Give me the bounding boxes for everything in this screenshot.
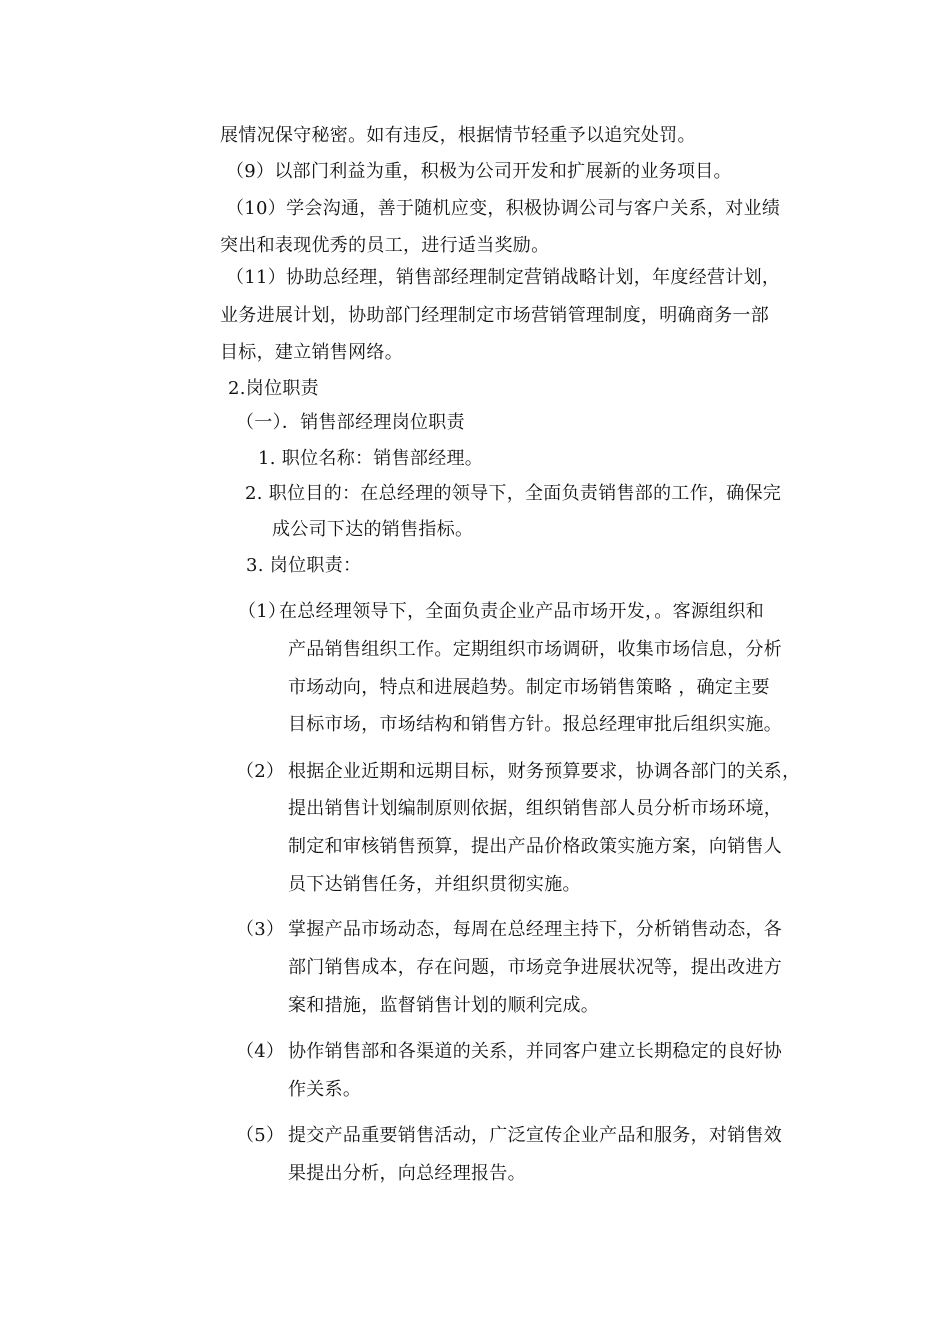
duty-1-line1: 在总经理领导下，全面负责企业产品市场开发，。客源组织和 [279,601,765,622]
duty-1-line4: 目标市场，市场结构和销售方针。报总经理审批后组织实施。 [288,714,783,735]
position-purpose-line1: 2. 职位目的：在总经理的领导下，全面负责销售部的工作，确保完 [245,483,782,504]
duty-3-line1: 掌握产品市场动态，每周在总经理主持下，分析销售动态，各 [288,919,783,940]
duty-4-line2: 作关系。 [288,1079,362,1100]
list-item-10-line1: （10）学会沟通，善于随机应变，积极协调公司与客户关系，对业绩 [226,198,781,219]
position-purpose-line2: 成公司下达的销售指标。 [272,519,474,540]
paragraph-line: 展情况保守秘密。如有违反，根据情节轻重予以追究处罚。 [220,125,696,146]
list-item-11-line1: （11）协助总经理，销售部经理制定营销战略计划，年度经营计划， [226,267,781,288]
position-duties-heading: 3. 岗位职责： [246,555,362,576]
duty-number: （4） [236,1041,285,1062]
duty-1-line3: 市场动向，特点和进展趋势。制定市场销售策略 ，确定主要 [288,677,770,698]
subsection-heading: （一）．销售部经理岗位职责 [236,412,465,433]
duty-3-line3: 案和措施，监督销售计划的顺利完成。 [288,995,600,1016]
position-name: 1. 职位名称：销售部经理。 [258,448,484,469]
duty-5-line2: 果提出分析，向总经理报告。 [288,1163,526,1184]
list-item-10-line2: 突出和表现优秀的员工，进行适当奖励。 [220,235,550,256]
duty-2-line1: 根据企业近期和远期目标，财务预算要求，协调各部门的关系， [288,761,801,782]
duty-number: （1） [238,601,287,622]
duty-number: （2） [236,761,285,782]
duty-5-line1: 提交产品重要销售活动，广泛宣传企业产品和服务，对销售效 [288,1125,783,1146]
list-item-11-line2: 业务进展计划，协助部门经理制定市场营销管理制度，明确商务一部 [220,305,769,326]
list-item-9: （9）以部门利益为重，积极为公司开发和扩展新的业务项目。 [226,161,732,182]
duty-2-line4: 员下达销售任务，并组织贯彻实施。 [288,874,581,895]
section-heading: 2.岗位职责 [228,378,319,399]
duty-2-line3: 制定和审核销售预算，提出产品价格政策实施方案，向销售人 [288,836,783,857]
duty-number: （5） [236,1125,285,1146]
duty-1-line2: 产品销售组织工作。定期组织市场调研，收集市场信息，分析 [288,639,783,660]
duty-4-line1: 协作销售部和各渠道的关系，并同客户建立长期稳定的良好协 [288,1041,783,1062]
duty-2-line2: 提出销售计划编制原则依据，组织销售部人员分析市场环境， [288,798,783,819]
duty-number: （3） [236,919,285,940]
duty-3-line2: 部门销售成本，存在问题，市场竞争进展状况等，提出改进方 [288,957,783,978]
list-item-11-line3: 目标，建立销售网络。 [220,342,403,363]
